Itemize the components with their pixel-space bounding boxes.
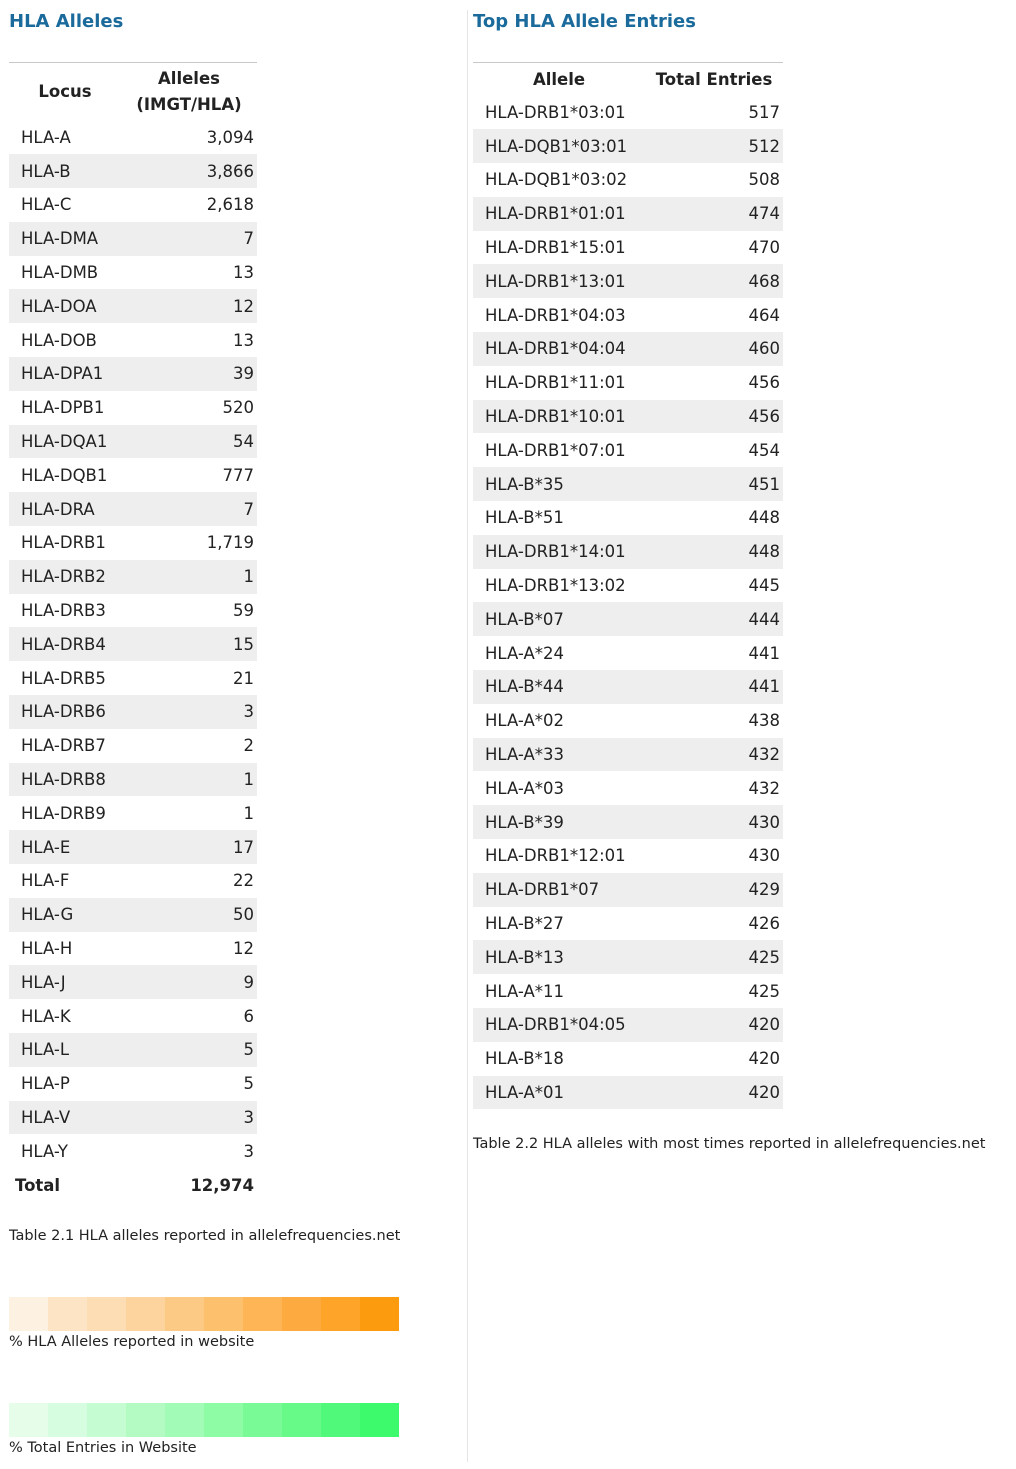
table-row xyxy=(473,366,783,400)
scale-swatch xyxy=(48,1403,87,1437)
alleles-count-cell: 15 xyxy=(121,627,257,661)
total-entries-cell: 432 xyxy=(645,738,783,772)
top-entries-table xyxy=(473,62,783,1109)
locus-cell: HLA-DRB2 xyxy=(9,560,121,594)
table-row xyxy=(473,298,783,332)
total-entries-cell: 448 xyxy=(748,508,780,528)
allele-cell: HLA-A*02 xyxy=(485,711,565,731)
alleles-count-cell: 54 xyxy=(121,425,257,459)
hla-alleles-rows xyxy=(9,121,257,1169)
locus-cell: HLA-DPA1 xyxy=(9,357,121,391)
scale-swatch xyxy=(204,1403,243,1437)
locus-cell: HLA-DOB xyxy=(21,330,97,350)
top-entries-rows xyxy=(473,96,783,1110)
allele-cell: HLA-B*35 xyxy=(473,467,645,501)
allele-cell: HLA-B*07 xyxy=(473,602,645,636)
table-row xyxy=(9,323,257,357)
locus-cell: HLA-DMB xyxy=(21,263,99,283)
table-row xyxy=(9,830,257,864)
alleles-scale-label: % HLA Alleles reported in website xyxy=(9,1334,255,1350)
alleles-count-cell: 22 xyxy=(233,871,254,891)
table-row xyxy=(473,1008,783,1042)
alleles-count-cell: 9 xyxy=(121,965,257,999)
allele-cell: HLA-B*13 xyxy=(473,940,645,974)
total-entries-cell: 420 xyxy=(645,1076,783,1110)
alleles-count-cell: 39 xyxy=(121,357,257,391)
scale-swatch xyxy=(243,1297,282,1331)
total-entries-cell: 425 xyxy=(645,940,783,974)
alleles-count-cell: 50 xyxy=(121,898,257,932)
locus-cell: HLA-DRB6 xyxy=(9,695,121,729)
locus-cell: HLA-DRB9 xyxy=(21,803,106,823)
entries-scale-label: % Total Entries in Website xyxy=(9,1440,197,1456)
alleles-count-cell: 7 xyxy=(121,492,257,526)
hla-alleles-title: HLA Alleles xyxy=(9,11,124,32)
alleles-count-cell: 5 xyxy=(243,1074,254,1094)
allele-cell: HLA-DRB1*04:04 xyxy=(473,332,645,366)
allele-cell: HLA-DQB1*03:02 xyxy=(485,170,628,190)
table-row xyxy=(473,873,783,907)
table-row xyxy=(473,400,783,434)
table-row xyxy=(473,839,783,873)
table-row xyxy=(9,763,257,797)
total-entries-cell: 454 xyxy=(748,440,780,460)
allele-cell: HLA-DRB1*04:03 xyxy=(485,305,626,325)
table-row xyxy=(9,256,257,290)
locus-cell: HLA-DOA xyxy=(9,289,121,323)
total-entries-cell: 425 xyxy=(748,981,780,1001)
table-row xyxy=(9,289,257,323)
table-row xyxy=(9,121,257,155)
locus-cell: HLA-DQA1 xyxy=(9,425,121,459)
total-entries-cell: 430 xyxy=(645,805,783,839)
total-entries-cell: 429 xyxy=(645,873,783,907)
allele-cell: HLA-DRB1*14:01 xyxy=(473,535,645,569)
table-row xyxy=(473,907,783,941)
allele-cell: HLA-DRB1*11:01 xyxy=(485,373,626,393)
table-row xyxy=(9,357,257,391)
total-entries-header: Total Entries xyxy=(655,69,773,89)
locus-cell: HLA-DMA xyxy=(9,222,121,256)
scale-swatch xyxy=(282,1297,321,1331)
locus-cell: HLA-DRB8 xyxy=(9,763,121,797)
alleles-count-cell: 1 xyxy=(121,560,257,594)
scale-swatch xyxy=(165,1403,204,1437)
locus-cell: HLA-V xyxy=(9,1101,121,1135)
locus-cell: HLA-DPB1 xyxy=(21,398,105,418)
table-row xyxy=(9,526,257,560)
scale-swatch xyxy=(9,1297,48,1331)
total-entries-cell: 426 xyxy=(748,914,780,934)
total-entries-cell: 441 xyxy=(645,670,783,704)
table-row xyxy=(9,965,257,999)
table-row xyxy=(9,458,257,492)
scale-swatch xyxy=(243,1403,282,1437)
total-entries-cell: 464 xyxy=(748,305,780,325)
scale-swatch xyxy=(9,1403,48,1437)
allele-cell: HLA-A*33 xyxy=(473,738,645,772)
allele-cell: HLA-B*18 xyxy=(485,1049,564,1069)
table-row xyxy=(473,1042,783,1076)
allele-cell: HLA-DRB1*07 xyxy=(473,873,645,907)
table-row xyxy=(9,729,257,763)
alleles-count-cell: 21 xyxy=(233,668,254,688)
locus-cell: HLA-P xyxy=(21,1074,70,1094)
table-row xyxy=(9,999,257,1033)
locus-cell: HLA-K xyxy=(21,1006,71,1026)
alleles-count-cell: 3,094 xyxy=(206,127,254,147)
table-row xyxy=(9,661,257,695)
table-row xyxy=(473,163,783,197)
total-entries-cell: 512 xyxy=(645,129,783,163)
locus-cell: HLA-B xyxy=(9,154,121,188)
table-row xyxy=(9,1067,257,1101)
table-row xyxy=(473,670,783,704)
total-row xyxy=(9,1168,257,1202)
hla-alleles-table xyxy=(9,62,257,1202)
locus-cell: HLA-DQB1 xyxy=(21,465,108,485)
allele-cell: HLA-A*03 xyxy=(485,778,565,798)
table-row xyxy=(473,940,783,974)
alleles-header xyxy=(121,63,257,121)
table-row xyxy=(473,738,783,772)
table-row xyxy=(9,932,257,966)
table-row xyxy=(473,569,783,603)
table-row xyxy=(473,433,783,467)
total-entries-cell: 470 xyxy=(748,238,780,258)
locus-cell: HLA-DRB3 xyxy=(21,601,106,621)
table-row xyxy=(9,627,257,661)
column-divider xyxy=(467,10,468,1462)
locus-cell: HLA-DRB7 xyxy=(21,736,106,756)
locus-cell: HLA-A xyxy=(21,127,71,147)
table-row xyxy=(9,898,257,932)
scale-swatch xyxy=(165,1297,204,1331)
alleles-count-cell: 1 xyxy=(243,803,254,823)
alleles-header-line2: (IMGT/HLA) xyxy=(136,94,242,114)
alleles-color-scale xyxy=(9,1297,399,1331)
alleles-count-cell: 17 xyxy=(121,830,257,864)
table-row xyxy=(473,96,783,130)
allele-cell: HLA-DRB1*12:01 xyxy=(485,846,626,866)
scale-swatch xyxy=(321,1403,360,1437)
locus-cell: HLA-DRB1 xyxy=(21,533,106,553)
alleles-count-cell: 777 xyxy=(222,465,254,485)
allele-cell: HLA-A*24 xyxy=(485,643,565,663)
scale-swatch xyxy=(48,1297,87,1331)
total-value: 12,974 xyxy=(190,1175,254,1195)
table-row xyxy=(9,425,257,459)
allele-cell: HLA-DRB1*04:05 xyxy=(473,1008,645,1042)
table-row xyxy=(473,535,783,569)
scale-swatch xyxy=(126,1403,165,1437)
table-row xyxy=(473,264,783,298)
allele-cell: HLA-B*44 xyxy=(473,670,645,704)
total-entries-cell: 474 xyxy=(645,197,783,231)
total-entries-cell: 451 xyxy=(645,467,783,501)
alleles-count-cell: 1 xyxy=(121,763,257,797)
table-row xyxy=(473,231,783,265)
scale-swatch xyxy=(321,1297,360,1331)
locus-cell: HLA-H xyxy=(21,939,73,959)
alleles-count-cell: 520 xyxy=(222,398,254,418)
total-entries-cell: 468 xyxy=(645,264,783,298)
allele-cell: HLA-DQB1*03:01 xyxy=(473,129,645,163)
total-entries-cell: 420 xyxy=(748,1049,780,1069)
locus-cell: HLA-E xyxy=(9,830,121,864)
table-row xyxy=(473,197,783,231)
locus-cell: HLA-G xyxy=(9,898,121,932)
alleles-count-cell: 2 xyxy=(243,736,254,756)
scale-swatch xyxy=(87,1297,126,1331)
table-row xyxy=(9,1134,257,1168)
total-entries-cell: 508 xyxy=(748,170,780,190)
table-row xyxy=(473,467,783,501)
alleles-count-cell: 5 xyxy=(121,1033,257,1067)
locus-cell: HLA-DRB5 xyxy=(21,668,106,688)
total-label: Total xyxy=(15,1175,61,1195)
locus-cell: HLA-DRA xyxy=(9,492,121,526)
alleles-count-cell: 6 xyxy=(243,1006,254,1026)
table-row xyxy=(9,695,257,729)
entries-color-scale xyxy=(9,1403,399,1437)
alleles-count-cell: 2,618 xyxy=(206,195,254,215)
scale-swatch xyxy=(204,1297,243,1331)
table-row xyxy=(9,391,257,425)
allele-cell: HLA-DRB1*10:01 xyxy=(473,400,645,434)
allele-cell: HLA-A*11 xyxy=(485,981,565,1001)
total-entries-cell: 517 xyxy=(748,102,780,122)
total-entries-cell: 438 xyxy=(748,711,780,731)
table-2-1-caption: Table 2.1 HLA alleles reported in allelefrequencies.net xyxy=(9,1228,401,1244)
total-entries-cell: 430 xyxy=(748,846,780,866)
alleles-count-cell: 1,719 xyxy=(206,533,254,553)
alleles-count-cell: 13 xyxy=(233,263,254,283)
alleles-count-cell: 7 xyxy=(121,222,257,256)
allele-cell: HLA-DRB1*07:01 xyxy=(485,440,626,460)
alleles-count-cell: 3,866 xyxy=(121,154,257,188)
table-row xyxy=(9,222,257,256)
allele-cell: HLA-B*51 xyxy=(485,508,564,528)
table-row xyxy=(9,560,257,594)
scale-swatch xyxy=(360,1297,399,1331)
total-entries-cell: 445 xyxy=(748,576,780,596)
locus-cell: HLA-C xyxy=(21,195,72,215)
table-row xyxy=(473,602,783,636)
scale-swatch xyxy=(360,1403,399,1437)
locus-cell: HLA-F xyxy=(21,871,70,891)
allele-cell: HLA-DRB1*01:01 xyxy=(473,197,645,231)
total-entries-cell: 444 xyxy=(645,602,783,636)
total-entries-cell: 460 xyxy=(645,332,783,366)
table-row xyxy=(9,188,257,222)
alleles-header-line1: Alleles xyxy=(158,68,220,88)
allele-cell: HLA-DRB1*15:01 xyxy=(485,238,626,258)
alleles-count-cell: 3 xyxy=(121,695,257,729)
table-2-2-caption: Table 2.2 HLA alleles with most times reported in allelefrequencies.net xyxy=(473,1136,986,1152)
scale-swatch xyxy=(282,1403,321,1437)
locus-header: Locus xyxy=(38,82,92,102)
allele-cell: HLA-B*39 xyxy=(473,805,645,839)
total-entries-cell: 456 xyxy=(645,400,783,434)
alleles-count-cell: 59 xyxy=(233,601,254,621)
alleles-count-cell: 12 xyxy=(121,289,257,323)
table-row xyxy=(473,636,783,670)
total-entries-cell: 456 xyxy=(748,373,780,393)
scale-swatch xyxy=(126,1297,165,1331)
alleles-count-cell: 13 xyxy=(233,330,254,350)
table-row xyxy=(473,771,783,805)
table-row xyxy=(473,501,783,535)
table-row xyxy=(473,704,783,738)
total-entries-cell: 432 xyxy=(748,778,780,798)
allele-cell: HLA-A*01 xyxy=(473,1076,645,1110)
scale-swatch xyxy=(87,1403,126,1437)
allele-cell: HLA-DRB1*13:02 xyxy=(485,576,626,596)
table-row xyxy=(473,805,783,839)
allele-cell: HLA-DRB1*03:01 xyxy=(485,102,626,122)
total-entries-cell: 448 xyxy=(645,535,783,569)
table-row xyxy=(9,1033,257,1067)
locus-cell: HLA-L xyxy=(9,1033,121,1067)
table-row xyxy=(9,492,257,526)
allele-cell: HLA-B*27 xyxy=(485,914,564,934)
locus-cell: HLA-Y xyxy=(21,1141,68,1161)
table-row xyxy=(9,154,257,188)
table-row xyxy=(473,974,783,1008)
table-row xyxy=(473,129,783,163)
table-row xyxy=(473,332,783,366)
table-row xyxy=(9,1101,257,1135)
locus-cell: HLA-J xyxy=(9,965,121,999)
top-entries-title: Top HLA Allele Entries xyxy=(473,11,696,32)
table-row xyxy=(9,864,257,898)
locus-cell: HLA-DRB4 xyxy=(9,627,121,661)
table-row xyxy=(9,594,257,628)
total-entries-cell: 441 xyxy=(748,643,780,663)
allele-cell: HLA-DRB1*13:01 xyxy=(473,264,645,298)
alleles-count-cell: 3 xyxy=(243,1141,254,1161)
allele-header: Allele xyxy=(532,69,586,89)
table-row xyxy=(473,1076,783,1110)
alleles-count-cell: 12 xyxy=(233,939,254,959)
table-row xyxy=(9,796,257,830)
total-entries-cell: 420 xyxy=(645,1008,783,1042)
alleles-count-cell: 3 xyxy=(121,1101,257,1135)
